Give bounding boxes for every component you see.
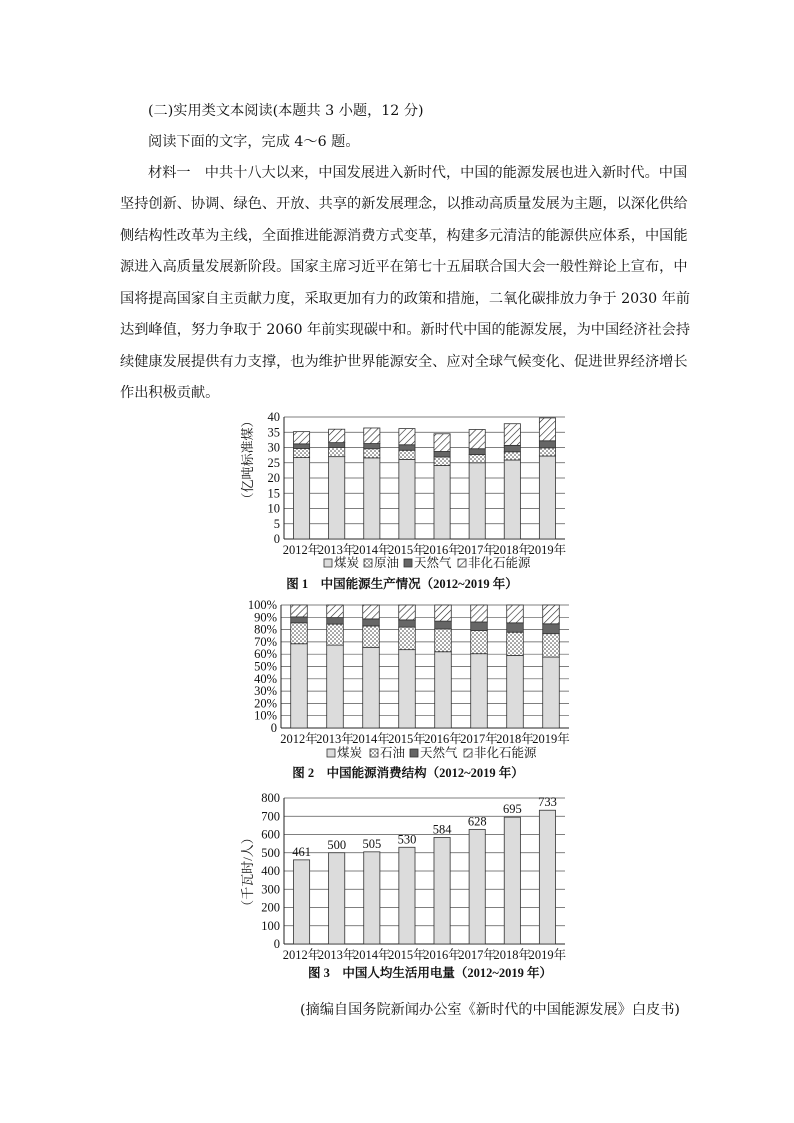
bar-segment-nonfossil — [329, 429, 345, 442]
bar-segment-oil — [435, 629, 452, 652]
bar-segment-nonfossil — [363, 605, 380, 619]
data-label: 695 — [502, 802, 522, 817]
bar-segment-coal — [363, 647, 380, 728]
bar — [539, 810, 555, 944]
bar — [504, 817, 520, 944]
bar-segment-nonfossil — [399, 429, 415, 445]
data-label: 628 — [467, 814, 487, 829]
x-tick-label: 2018年 — [493, 948, 532, 962]
data-label: 530 — [397, 832, 417, 847]
bar-segment-coal — [435, 652, 452, 728]
y-tick-label: 5 — [273, 516, 280, 531]
y-tick-label: 70% — [254, 634, 277, 649]
bar-segment-nonfossil — [291, 605, 308, 617]
bar-segment-nonfossil — [543, 605, 560, 624]
bar-segment-coal — [469, 463, 485, 539]
bar-segment-oil — [539, 448, 555, 456]
legend-swatch-gas — [404, 559, 412, 567]
legend-swatch-coal — [324, 559, 332, 567]
bar — [399, 847, 415, 944]
legend-swatch-oil — [370, 749, 378, 757]
x-tick-label: 2018年 — [496, 732, 534, 746]
data-label: 500 — [327, 837, 347, 852]
y-tick-label: 30 — [267, 440, 280, 455]
bar-segment-gas — [507, 623, 524, 632]
x-tick-label: 2013年 — [317, 543, 356, 557]
bar — [293, 860, 309, 944]
y-tick-label: 0 — [273, 532, 280, 546]
bar-segment-oil — [469, 455, 485, 463]
bar-segment-coal — [539, 456, 555, 539]
x-tick-label: 2016年 — [423, 948, 461, 962]
x-tick-label: 2012年 — [282, 543, 321, 557]
y-tick-label: 20% — [254, 696, 277, 711]
x-tick-label: 2019年 — [528, 948, 567, 962]
x-tick-label: 2019年 — [532, 732, 570, 746]
chart3-title: 图 3 中国人均生活用电量（2012~2019 年） — [307, 966, 553, 980]
data-label: 733 — [538, 795, 557, 810]
bar-segment-oil — [471, 631, 488, 654]
bar-segment-oil — [291, 623, 308, 644]
x-tick-label: 2015年 — [388, 543, 426, 557]
bar-segment-coal — [329, 457, 345, 539]
x-tick-label: 2015年 — [388, 732, 426, 746]
y-tick-label: 10 — [267, 501, 280, 516]
paragraph-line: 侧结构性改革为主线，全面推进能源消费方式变革，构建多元清洁的能源供应体系，中国能 — [120, 228, 688, 244]
bar-segment-oil — [399, 627, 416, 650]
chart1-legend — [324, 555, 531, 570]
bar-segment-oil — [507, 632, 524, 655]
bar-segment-gas — [543, 624, 560, 634]
x-tick-label: 2017年 — [458, 948, 496, 962]
bar-segment-coal — [364, 458, 380, 539]
bar-segment-coal — [399, 459, 415, 539]
y-tick-label: 15 — [267, 486, 280, 501]
paragraph-line: 材料一 中共十八大以来，中国发展进入新时代，中国的能源发展也进入新时代。中国 — [148, 165, 688, 181]
bar-segment-nonfossil — [327, 605, 344, 618]
y-tick-label: 0 — [270, 721, 277, 735]
paragraph-line: 国将提高国家自主贡献力度，采取更加有力的政策和措施，二氧化碳排放力争于 2030 年前 — [120, 291, 691, 307]
x-tick-label: 2014年 — [353, 948, 391, 962]
y-tick-label: 90% — [254, 610, 277, 625]
paragraph-line: 达到峰值，努力争取于 2060 年前实现碳中和。新时代中国的能源发展，为中国经济社会持 — [120, 322, 691, 338]
legend-label: 非化石能源 — [468, 556, 531, 570]
bar-segment-oil — [399, 450, 415, 459]
data-label: 461 — [292, 844, 311, 859]
bar-segment-nonfossil — [469, 430, 485, 449]
y-tick-label: 50% — [254, 659, 277, 674]
x-tick-label: 2017年 — [458, 543, 496, 557]
y-tick-label: 800 — [261, 791, 280, 805]
x-tick-label: 2016年 — [424, 732, 462, 746]
bar-segment-nonfossil — [293, 432, 309, 444]
bar-segment-gas — [399, 620, 416, 627]
bar-segment-coal — [327, 645, 344, 728]
y-tick-label: 500 — [261, 845, 280, 860]
bar-segment-gas — [539, 441, 555, 448]
legend-swatch-nonfossil — [464, 749, 472, 757]
bar-segment-gas — [435, 621, 452, 629]
bar-segment-gas — [504, 445, 520, 451]
bar-segment-gas — [364, 444, 380, 449]
y-tick-label: 35 — [267, 425, 280, 440]
x-tick-label: 2014年 — [352, 732, 390, 746]
y-tick-label: 40% — [254, 671, 277, 686]
y-tick-label: 10% — [254, 708, 277, 723]
bar-segment-oil — [543, 634, 560, 657]
source-citation: (摘编自国务院新闻办公室《新时代的中国能源发展》白皮书) — [300, 1002, 680, 1018]
x-tick-label: 2016年 — [423, 543, 461, 557]
y-tick-label: 60% — [254, 647, 277, 662]
bar-segment-nonfossil — [399, 605, 416, 620]
y-tick-label: 200 — [261, 900, 280, 915]
bar-segment-oil — [329, 448, 345, 457]
bar — [434, 837, 450, 944]
data-label: 584 — [432, 822, 452, 837]
bar-segment-gas — [434, 451, 450, 456]
y-tick-label: 700 — [261, 809, 280, 824]
x-tick-label: 2017年 — [460, 732, 498, 746]
y-tick-label: 600 — [261, 827, 280, 842]
bar-segment-nonfossil — [434, 434, 450, 452]
legend-label: 煤炭 — [334, 556, 360, 570]
bar-segment-coal — [434, 465, 450, 539]
x-tick-label: 2015年 — [388, 948, 426, 962]
bar-segment-oil — [363, 626, 380, 647]
bar-segment-oil — [364, 449, 380, 458]
instruction: 阅读下面的文字，完成 4～6 题。 — [148, 134, 360, 150]
y-tick-label: 100 — [261, 918, 280, 933]
paragraph-line: 作出积极贡献。 — [120, 385, 220, 401]
y-tick-label: 40 — [267, 410, 280, 424]
legend-swatch-nonfossil — [458, 559, 466, 567]
bar-segment-gas — [293, 444, 309, 449]
bar-segment-nonfossil — [504, 424, 520, 446]
bar-segment-oil — [293, 448, 309, 457]
data-label: 505 — [362, 836, 382, 851]
bar — [329, 853, 345, 944]
chart1-title: 图 1 中国能源生产情况（2012~2019 年） — [286, 577, 518, 591]
bar — [364, 852, 380, 944]
bar-segment-oil — [504, 452, 520, 460]
section-heading: (二)实用类文本阅读(本题共 3 小题，12 分) — [148, 103, 424, 119]
bar-segment-nonfossil — [539, 418, 555, 441]
chart-electricity-per-capita — [240, 791, 566, 980]
y-tick-label: 300 — [261, 882, 280, 897]
legend-label: 天然气 — [414, 556, 452, 570]
bar-segment-nonfossil — [507, 605, 524, 623]
paragraph-line: 源进入高质量发展新阶段。国家主席习近平在第七十五届联合国大会一般性辩论上宣布，中 — [120, 259, 688, 275]
legend-label: 煤炭 — [337, 746, 363, 760]
bar-segment-gas — [399, 445, 415, 450]
bar-segment-coal — [507, 655, 524, 728]
bar-segment-gas — [469, 449, 485, 455]
bar-segment-coal — [291, 644, 308, 728]
x-tick-label: 2018年 — [493, 543, 532, 557]
chart1-ylabel: （亿吨标准煤） — [240, 414, 255, 506]
bar-segment-gas — [329, 443, 345, 448]
bar-segment-coal — [293, 458, 309, 539]
bar-segment-nonfossil — [471, 605, 488, 622]
paragraph-line: 坚持创新、协调、绿色、开放、共享的新发展理念，以推动高质量发展为主题，以深化供给 — [120, 196, 688, 212]
chart2-legend — [327, 745, 537, 760]
chart-energy-production — [240, 410, 566, 591]
y-tick-label: 400 — [261, 864, 280, 878]
y-tick-label: 100% — [247, 598, 277, 612]
legend-label: 原油 — [374, 556, 400, 570]
x-tick-label: 2019年 — [528, 543, 567, 557]
y-tick-label: 30% — [254, 684, 277, 699]
chart2-title: 图 2 中国能源消费结构（2012~2019 年） — [292, 766, 524, 780]
bar-segment-coal — [471, 654, 488, 728]
legend-swatch-gas — [410, 749, 418, 757]
bar-segment-coal — [399, 650, 416, 728]
legend-label: 非化石能源 — [474, 746, 537, 760]
bar-segment-coal — [543, 657, 560, 728]
paragraph-line: 续健康发展提供有力支撑，也为维护世界能源安全、应对全球气候变化、促进世界经济增长 — [120, 354, 688, 370]
y-tick-label: 80% — [254, 622, 277, 637]
legend-swatch-coal — [327, 749, 335, 757]
y-tick-label: 20 — [267, 471, 280, 485]
y-tick-label: 0 — [273, 937, 280, 951]
legend-label: 天然气 — [420, 746, 458, 760]
bar-segment-gas — [327, 618, 344, 625]
legend-swatch-oil — [364, 559, 372, 567]
legend-label: 石油 — [380, 746, 406, 760]
chart3-ylabel: （千瓦时/人） — [240, 831, 255, 913]
x-tick-label: 2012年 — [282, 948, 321, 962]
bar-segment-gas — [363, 619, 380, 626]
bar-segment-oil — [434, 457, 450, 466]
bar-segment-oil — [327, 624, 344, 645]
x-tick-label: 2013年 — [317, 948, 356, 962]
x-tick-label: 2012年 — [280, 732, 318, 746]
x-tick-label: 2013年 — [316, 732, 354, 746]
y-tick-label: 25 — [267, 455, 280, 470]
x-tick-label: 2014年 — [353, 543, 391, 557]
bar-segment-gas — [291, 617, 308, 623]
bar-segment-coal — [504, 460, 520, 539]
bar-segment-gas — [471, 622, 488, 631]
bar — [469, 829, 485, 944]
bar-segment-nonfossil — [435, 605, 452, 621]
bar-segment-nonfossil — [364, 428, 380, 444]
chart-energy-consumption — [248, 598, 570, 780]
